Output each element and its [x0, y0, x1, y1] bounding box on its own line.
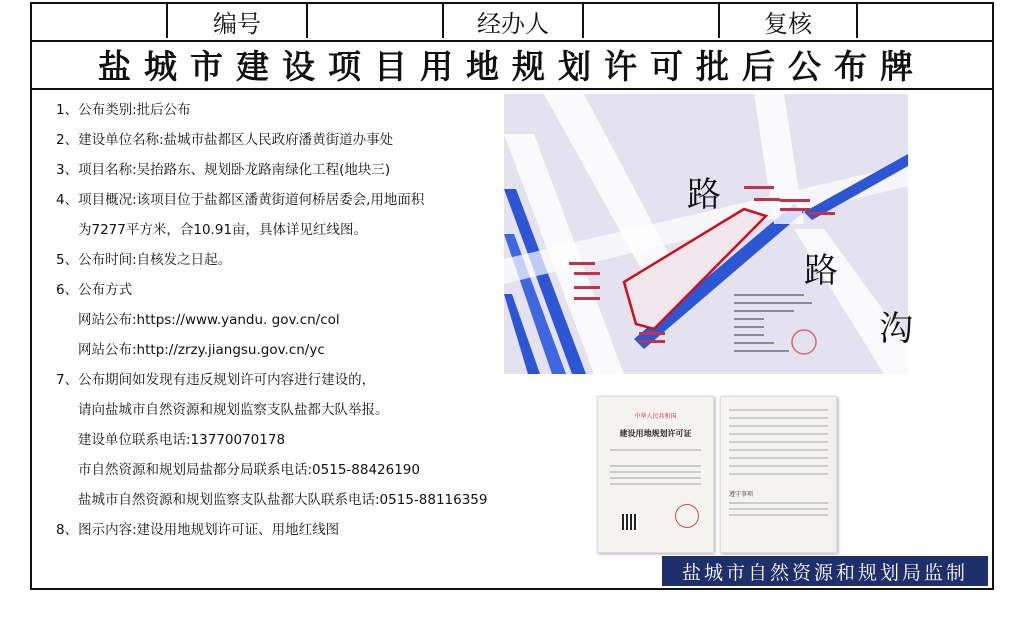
- item-method: 6、公布方式: [56, 282, 133, 298]
- header-review: 复核: [720, 4, 858, 38]
- item-figures: 8、图示内容:建设用地规划许可证、用地红线图: [56, 522, 340, 538]
- header-number: 编号: [168, 4, 308, 38]
- phone-inspection: 盐城市自然资源和规划监察支队盐都大队联系电话:0515-88116359: [78, 492, 488, 508]
- permit-certificate: [597, 396, 714, 553]
- seal-icon: [675, 504, 699, 528]
- header-blank-cell: [32, 4, 168, 38]
- permit-attachment: [720, 396, 837, 553]
- footer-supervisor: 盐城市自然资源和规划局监制: [662, 556, 988, 586]
- phone-bureau: 市自然资源和规划局盐都分局联系电话:0515-88426190: [78, 462, 420, 478]
- red-line-map: [504, 94, 913, 374]
- phone-unit: 建设单位联系电话:13770070178: [78, 432, 286, 448]
- certificate-title: 建设用地规划许可证: [619, 429, 692, 438]
- notice-board: [30, 2, 994, 590]
- qr-code-icon: [622, 514, 638, 530]
- item-time: 5、公布时间:自核发之日起。: [56, 252, 232, 268]
- item-project: 3、项目名称:吴抬路东、规划卧龙路南绿化工程(地块三): [56, 162, 391, 178]
- header-handler: 经办人: [444, 4, 584, 38]
- certificate-header: 中华人民共和国: [634, 413, 677, 420]
- item-unit: 2、建设单位名称:盐城市盐都区人民政府潘黄街道办事处: [56, 132, 394, 148]
- header-row: [32, 4, 992, 42]
- map-label-ditch: 沟: [879, 309, 913, 349]
- header-handler-blank: [584, 4, 720, 38]
- attachment-notes-title: 遵守事项: [729, 491, 754, 498]
- item-overview: 4、项目概况:该项目位于盐都区潘黄街道何桥居委会,用地面积: [56, 192, 425, 208]
- header-review-blank: [858, 4, 992, 38]
- permit-documents: [592, 396, 842, 556]
- map-label-road-1: 路: [687, 175, 721, 215]
- website-link-2[interactable]: 网站公布:http://zrzy.jiangsu.gov.cn/yc: [78, 342, 325, 358]
- header-number-blank: [308, 4, 444, 38]
- website-link-1[interactable]: 网站公布:https://www.yandu. gov.cn/col: [78, 312, 340, 328]
- item-category: 1、公布类别:批后公布: [56, 102, 191, 118]
- item-overview-cont: 为7277平方米，合10.91亩，具体详见红线图。: [78, 222, 368, 238]
- map-drawing: [504, 94, 913, 374]
- item-report-cont: 请向盐城市自然资源和规划监察支队盐都大队举报。: [78, 402, 389, 418]
- item-report: 7、公布期间如发现有违反规划许可内容进行建设的，: [56, 372, 376, 388]
- page-title: 盐城市建设项目用地规划许可批后公布牌: [32, 40, 992, 90]
- map-label-road-2: 路: [804, 251, 838, 291]
